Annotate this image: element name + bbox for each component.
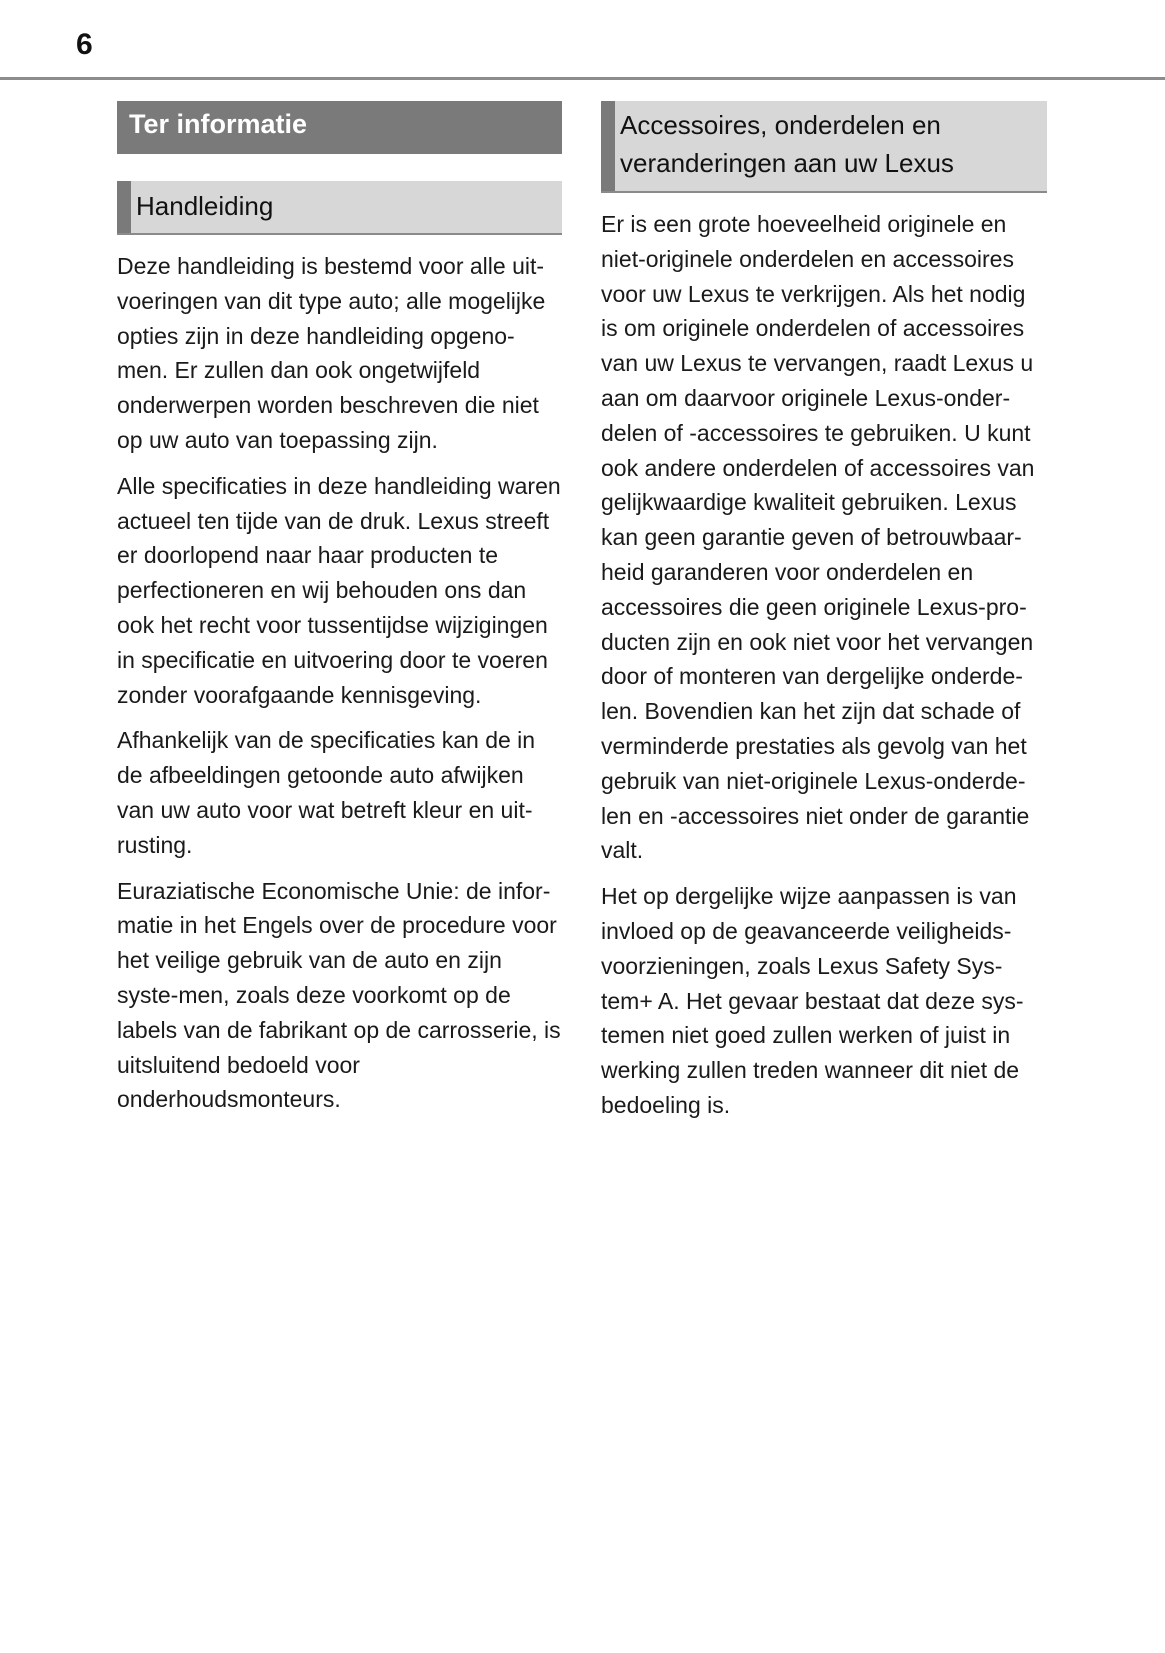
section-heading-handleiding [117, 181, 562, 235]
section-heading-accessoires [601, 101, 1047, 193]
section-marker-bar [117, 181, 131, 233]
right-column [601, 101, 1047, 1134]
paragraph: Het op dergelijke wijze aanpassen is van invloed op de geavanceerde veiligheids-voorzieningen, zoals Lexus Safety Sys-tem+ A. Het gevaar bestaat dat deze sys-temen niet goed zullen werken of juist in werking zullen treden wanneer dit niet de bedoeling is. [601, 883, 1024, 1118]
left-body-text [117, 249, 562, 1117]
section-marker-bar [601, 101, 615, 191]
right-body-text [601, 207, 1047, 1123]
paragraph: Er is een grote hoeveelheid originele en niet-originele onderdelen en accessoires voor uw Lexus te verkrijgen. Als het nodig is om originele onderdelen of accessoires van uw Lexus te vervangen, raadt Lexus u aan om daarvoor originele Lexus-onder-delen of -accessoires te gebruiken. U kunt ook andere onderdelen of accessoires van gelijkwaardige kwaliteit gebruiken. Lexus kan geen garantie geven of betrouwbaar-heid garanderen voor onderdelen en accessoires die geen originele Lexus-pro-ducten zijn en ook niet voor het vervangen door of monteren van dergelijke onderde-len. Bovendien kan het zijn dat schade of verminderde prestaties als gevolg van het gebruik van niet-originele Lexus-onderde-len en -accessoires niet onder de garantie valt. [601, 211, 1035, 864]
section-title-line-2: veranderingen aan uw Lexus [620, 148, 954, 178]
chapter-title: Ter informatie [117, 101, 562, 154]
page-number: 6 [76, 28, 93, 61]
paragraph: Deze handleiding is bestemd voor alle uit-voeringen van dit type auto; alle mogelijke opties zijn in deze handleiding opgeno-men. Er zullen dan ook ongetwijfeld onderwerpen worden beschreven die niet op uw auto van toepassing zijn. [117, 253, 546, 453]
header-rule [0, 77, 1165, 80]
paragraph: Euraziatische Economische Unie: de infor-matie in het Engels over de procedure voor het veilige gebruik van de auto en zijn syste-men, zoals deze voorkomt op de labels van de fabrikant op de carrosserie, is uitsluitend bedoeld voor onderhoudsmonteurs. [117, 877, 561, 1113]
paragraph: Afhankelijk van de specificaties kan de in de afbeeldingen getoonde auto afwijken van uw auto voor wat betreft kleur en uit-rusting. [117, 727, 536, 858]
paragraph: Alle specificaties in deze handleiding waren actueel ten tijde van de druk. Lexus streeft er doorlopend naar haar producten te perfectioneren en wij behouden ons dan ook het recht voor tussentijdse wijzigingen in specificatie en uitvoering door te voeren zonder voorafgaande kennisgeving. [117, 472, 561, 708]
section-title: Handleiding [136, 191, 274, 221]
section-title-line-1: Accessoires, onderdelen en [620, 110, 941, 140]
left-column [117, 101, 562, 1128]
